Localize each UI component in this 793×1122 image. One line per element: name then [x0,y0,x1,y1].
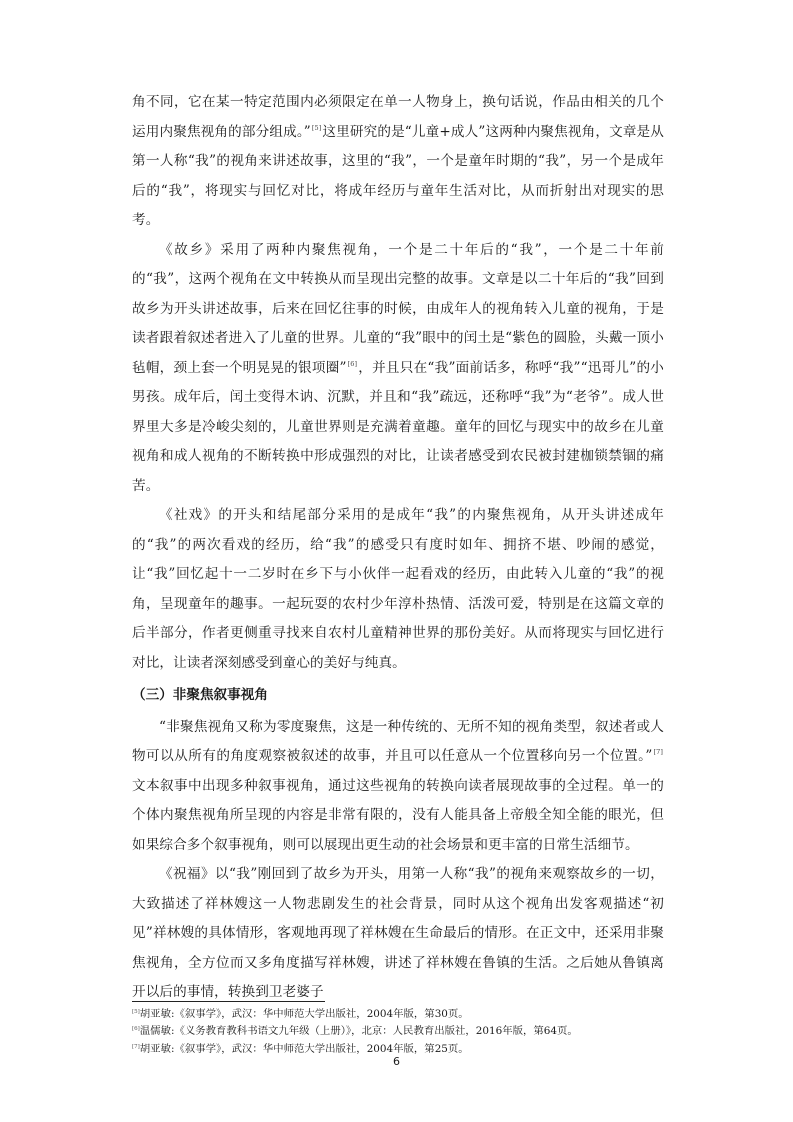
footnote-mark: [7] [132,1043,140,1050]
paragraph-5: 《祝福》以“我”刚回到了故乡为开头，用第一人称“我”的视角来观察故乡的一切，大致描述了祥林嫂这一人物悲剧发生的社会背景，同时从这个视角出发客观描述“初见”祥林嫂的具体情形，客观地再现了祥林嫂在生命最后的情形。在正文中，还采用非聚焦视角，全方位而又多角度描写祥林嫂，讲述了祥林嫂在鲁镇的生活。之后她从鲁镇离开以后的事情，转换到卫老婆子 [132,866,664,1000]
paragraph-4-text-b: 文本叙事中出现多种叙事视角，通过这些视角的转换向读者展现故事的全过程。单一的个体内聚焦视角所呈现的内容是非常有限的，没有人能具备上帝般全知全能的眼光，但如果综合多个叙事视角，则可以展现出更生动的社会场景和更丰富的日常生活细节。 [132,777,664,853]
footnote-text: 温儒敏:《义务教育教科书语文九年级（上册）》，北京：人民教育出版社，2016年版，第64页。 [139,1025,578,1038]
footnote-mark: [6] [132,1026,140,1033]
footnote-text: 胡亚敏:《叙事学》，武汉：华中师范大学出版社，2004年版，第30页。 [139,1008,469,1020]
section-heading: （三）非聚焦叙事视角 [132,687,268,703]
paragraph-2 [132,236,664,502]
paragraph-1-text-b: 这里研究的是“儿童+成人”这两种内聚焦视角，文章是从第一人称“我”的视角来讲述故事，这里的“我”，一个是童年时期的“我”，另一个是成年后的“我”，将现实与回忆对比，将成年经历与童年生活对比，从而折射出对现实的思考。 [132,123,664,228]
footnote-6 [132,1023,692,1040]
paragraph-2-text-b: ，并且只在“我”面前话多，称呼“我”“迅哥儿”的小男孩。成年后，闰土变得木讷、沉默，并且和“我”疏远，还称呼“我”为“老爷”。成人世界里大多是冷峻尖刻的，儿童世界则是充满着童趣。童年的回忆与现实中的故乡在儿童视角和成人视角的不断转换中形成强烈的对比，让读者感受到农民被封建枷锁禁锢的痛苦。 [132,359,664,494]
paragraph-2-text-a: 《故乡》采用了两种内聚焦视角，一个是二十年后的“我”，一个是二十年前的“我”，这两个视角在文中转换从而呈现出完整的故事。文章是以二十年后的“我”回到故乡为开头讲述故事，后来在回忆往事的时候，由成年人的视角转入儿童的视角，于是读者跟着叙述者进入了儿童的世界。儿童的“我”眼中的闰土是“紫色的圆脸，头戴一顶小毡帽，颈上套一个明晃晃的银项圈” [132,241,664,376]
citation-ref-7: [7] [653,748,663,756]
citation-ref-5: [5] [311,123,322,132]
page-number: 6 [393,1055,400,1068]
footnotes [132,1006,692,1058]
footnote-5 [132,1006,692,1023]
paragraph-4 [132,713,664,861]
body-text [132,88,664,1008]
paragraph-4-text-a: “非聚焦视角又称为零度聚焦，这是一种传统的、无所不知的视角类型，叙述者或人物可以从所有的角度观察被叙述的故事，并且可以任意从一个位置移向另一个位置。” [132,718,664,764]
paragraph-1-text-a: 角不同，它在某一特定范围内必须限定在单一人物身上，换句话说，作品由相关的几个运用内聚焦视角的部分组成。” [132,94,664,140]
paragraph-3: 《社戏》的开头和结尾部分采用的是成年“我”的内聚焦视角，从开头讲述成年的“我”的两次看戏的经历，给“我”的感受只有度时如年、拥挤不堪、吵闹的感觉，让“我”回忆起十一二岁时在乡下与小伙伴一起看戏的经历，由此转入儿童的“我”的视角，呈现童年的趣事。一起玩耍的农村少年淳朴热情、活泼可爱，特别是在这篇文章的后半部分，作者更侧重寻找来自农村儿童精神世界的那份美好。从而将现实与回忆进行对比，让读者深刻感受到童心的美好与纯真。 [132,507,664,671]
footnote-divider [132,1001,325,1002]
footnote-mark: [5] [132,1009,140,1015]
footnote-text: 胡亚敏:《叙事学》，武汉：华中师范大学出版社，2004年版，第25页。 [139,1042,469,1055]
citation-ref-6: [6] [347,359,358,368]
paragraph-1 [132,88,664,236]
